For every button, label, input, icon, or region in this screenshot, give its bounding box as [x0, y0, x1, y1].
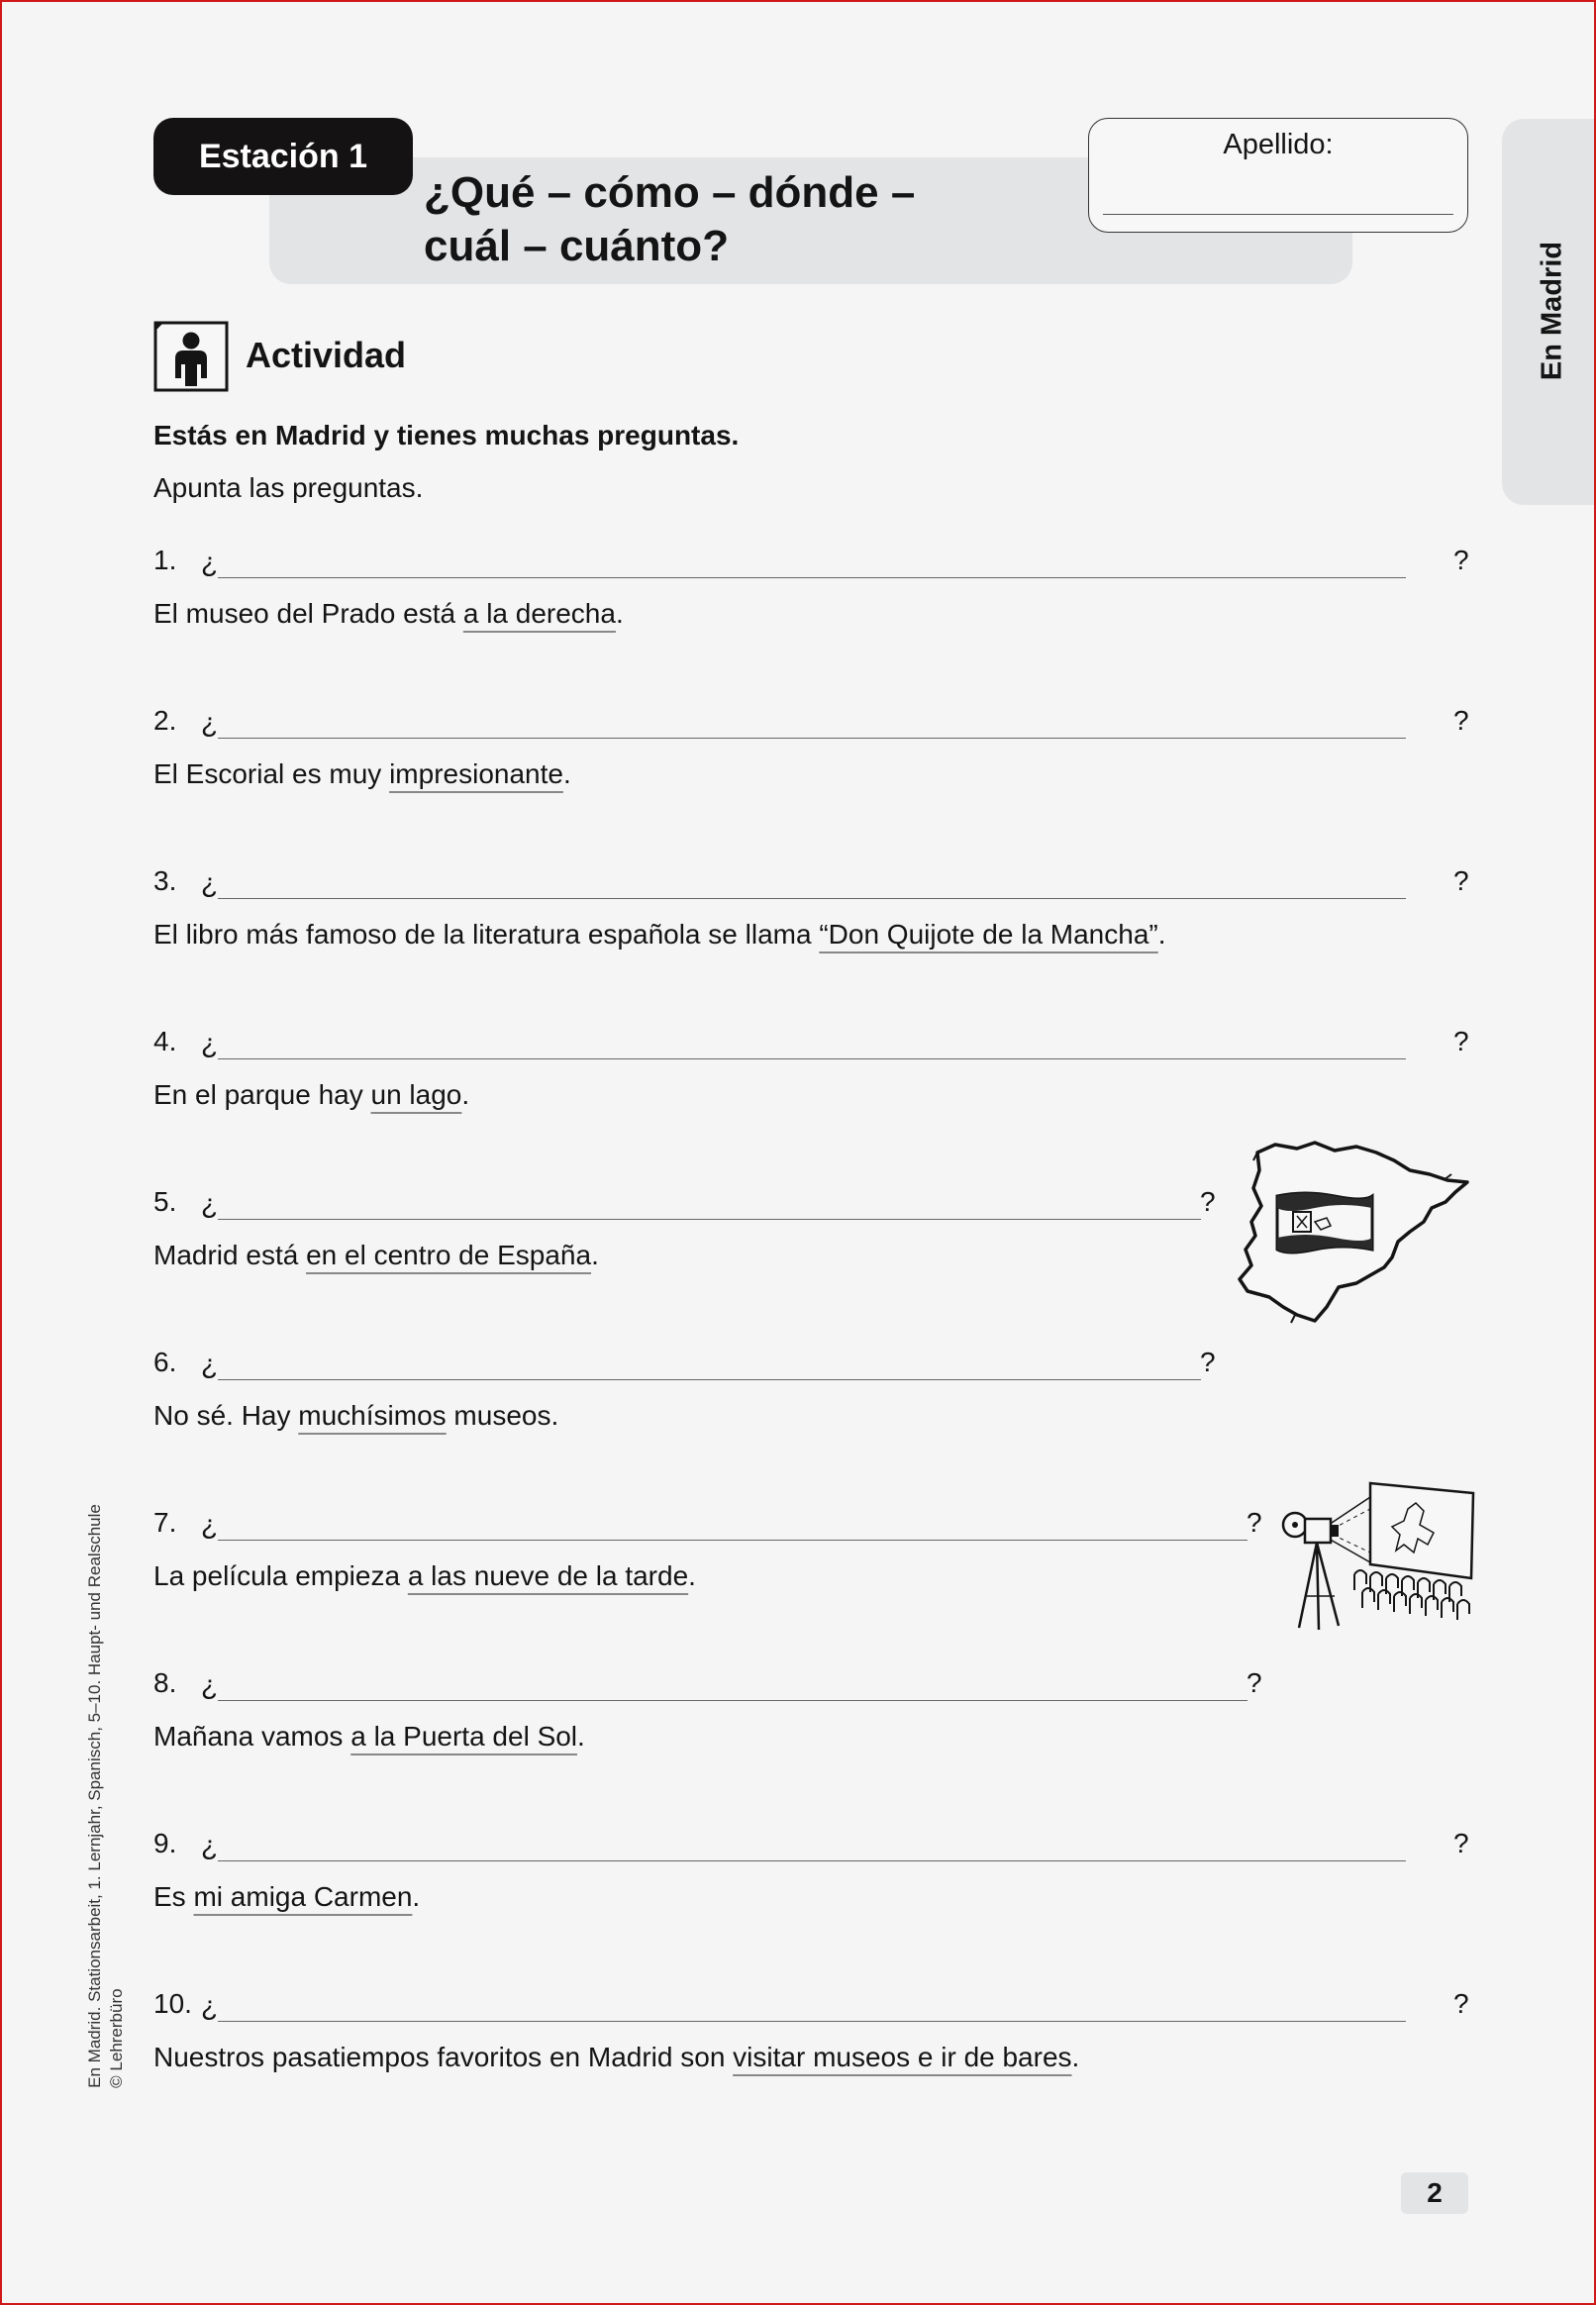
title-line-2: cuál – cuánto?	[424, 222, 730, 270]
question-number: 8.	[153, 1667, 177, 1698]
question-write-line[interactable]	[218, 1700, 1247, 1701]
answer-sentence	[153, 1721, 585, 1753]
answer-text-after: .	[615, 598, 624, 629]
question-close-mark: ?	[1453, 1026, 1469, 1056]
answer-text-before: No sé. Hay	[153, 1400, 299, 1431]
question-number: 5.	[153, 1186, 177, 1217]
task-intro: Estás en Madrid y tienes muchas preguntas.	[153, 420, 740, 451]
answer-text-after: .	[1071, 2042, 1080, 2072]
page-title	[424, 166, 1057, 273]
question-number: 6.	[153, 1347, 177, 1377]
question-write-line[interactable]	[218, 1860, 1406, 1861]
answer-key-phrase: muchísimos	[298, 1400, 447, 1431]
question-close-mark: ?	[1453, 545, 1469, 575]
answer-text-before: La película empieza	[153, 1560, 408, 1591]
question-write-line[interactable]	[218, 1219, 1201, 1220]
answer-key-phrase: en el centro de España	[306, 1240, 592, 1270]
question-write-line[interactable]	[218, 1379, 1201, 1380]
answer-text-after: .	[562, 758, 571, 789]
activity-label: Actividad	[246, 335, 407, 375]
question-write-line[interactable]	[218, 577, 1406, 578]
question-open-mark: ¿	[201, 1349, 219, 1379]
question-open-mark: ¿	[201, 1830, 219, 1860]
question-number: 7.	[153, 1507, 177, 1538]
surname-write-line	[1103, 214, 1453, 215]
question-close-mark: ?	[1200, 1347, 1216, 1377]
answer-text-after: .	[591, 1240, 599, 1270]
question-number: 1.	[153, 545, 177, 575]
question-number: 10.	[153, 1988, 192, 2019]
answer-key-phrase: un lago	[370, 1079, 462, 1110]
answer-sentence	[153, 1400, 558, 1432]
surname-label: Apellido:	[1223, 129, 1334, 160]
question-open-mark: ¿	[201, 1990, 219, 2021]
station-badge: Estación 1	[153, 118, 413, 195]
film-projector-illustration	[1279, 1479, 1477, 1638]
question-number: 9.	[153, 1828, 177, 1858]
task-instruction: Apunta las preguntas.	[153, 472, 424, 503]
question-open-mark: ¿	[201, 1188, 219, 1219]
question-write-line[interactable]	[218, 898, 1406, 899]
answer-text-after: .	[577, 1721, 585, 1752]
person-icon	[153, 321, 229, 392]
answer-text-after: museos.	[446, 1400, 559, 1431]
side-tab-label: En Madrid	[1536, 241, 1568, 381]
question-close-mark: ?	[1247, 1507, 1262, 1538]
answer-sentence	[153, 1881, 420, 1913]
title-line-1: ¿Qué – cómo – dónde –	[424, 168, 916, 217]
question-open-mark: ¿	[201, 547, 219, 577]
question-write-line[interactable]	[218, 1540, 1247, 1541]
answer-key-phrase: “Don Quijote de la Mancha”	[819, 919, 1158, 950]
question-number: 2.	[153, 705, 177, 736]
answer-sentence	[153, 1560, 696, 1592]
answer-key-phrase: a la Puerta del Sol	[350, 1721, 578, 1752]
answer-text-after: .	[461, 1079, 470, 1110]
answer-key-phrase: a la derecha	[462, 598, 616, 629]
answer-text-before: El Escorial es muy	[153, 758, 390, 789]
question-close-mark: ?	[1453, 865, 1469, 896]
question-close-mark: ?	[1200, 1186, 1216, 1217]
answer-text-before: En el parque hay	[153, 1079, 371, 1110]
question-close-mark: ?	[1247, 1667, 1262, 1698]
answer-sentence	[153, 1079, 469, 1111]
answer-sentence	[153, 1240, 599, 1271]
question-close-mark: ?	[1453, 705, 1469, 736]
answer-sentence	[153, 598, 624, 630]
question-open-mark: ¿	[201, 1669, 219, 1700]
question-open-mark: ¿	[201, 707, 219, 738]
spain-map-illustration	[1236, 1131, 1473, 1329]
question-write-line[interactable]	[218, 1058, 1406, 1059]
source-line-2: © Lehrerbüro	[107, 1988, 126, 2088]
answer-text-before: Es	[153, 1881, 194, 1912]
answer-key-phrase: mi amiga Carmen	[193, 1881, 413, 1912]
question-close-mark: ?	[1453, 1988, 1469, 2019]
answer-text-after: .	[688, 1560, 696, 1591]
spain-flag-icon	[1277, 1193, 1372, 1253]
page-number: 2	[1401, 2172, 1468, 2214]
question-write-line[interactable]	[218, 2021, 1406, 2022]
answer-sentence	[153, 758, 571, 790]
answer-text-before: Madrid está	[153, 1240, 307, 1270]
answer-key-phrase: a las nueve de la tarde	[407, 1560, 689, 1591]
source-note	[84, 1504, 128, 2088]
question-open-mark: ¿	[201, 867, 219, 898]
answer-sentence	[153, 919, 1166, 951]
question-open-mark: ¿	[201, 1509, 219, 1540]
source-line-1: En Madrid. Stationsarbeit, 1. Lernjahr, Spanisch, 5–10. Haupt- und Realschule	[85, 1504, 104, 2088]
answer-key-phrase: visitar museos e ir de bares	[733, 2042, 1072, 2072]
answer-sentence	[153, 2042, 1079, 2073]
question-close-mark: ?	[1453, 1828, 1469, 1858]
answer-text-after: .	[412, 1881, 421, 1912]
answer-text-before: Nuestros pasatiempos favoritos en Madrid son	[153, 2042, 734, 2072]
answer-text-before: El libro más famoso de la literatura española se llama	[153, 919, 820, 950]
question-number: 3.	[153, 865, 177, 896]
question-write-line[interactable]	[218, 738, 1406, 739]
question-open-mark: ¿	[201, 1028, 219, 1058]
answer-text-after: .	[1157, 919, 1166, 950]
question-number: 4.	[153, 1026, 177, 1056]
surname-box	[1088, 118, 1468, 233]
answer-key-phrase: impresionante	[389, 758, 563, 789]
answer-text-before: Mañana vamos	[153, 1721, 351, 1752]
answer-text-before: El museo del Prado está	[153, 598, 463, 629]
